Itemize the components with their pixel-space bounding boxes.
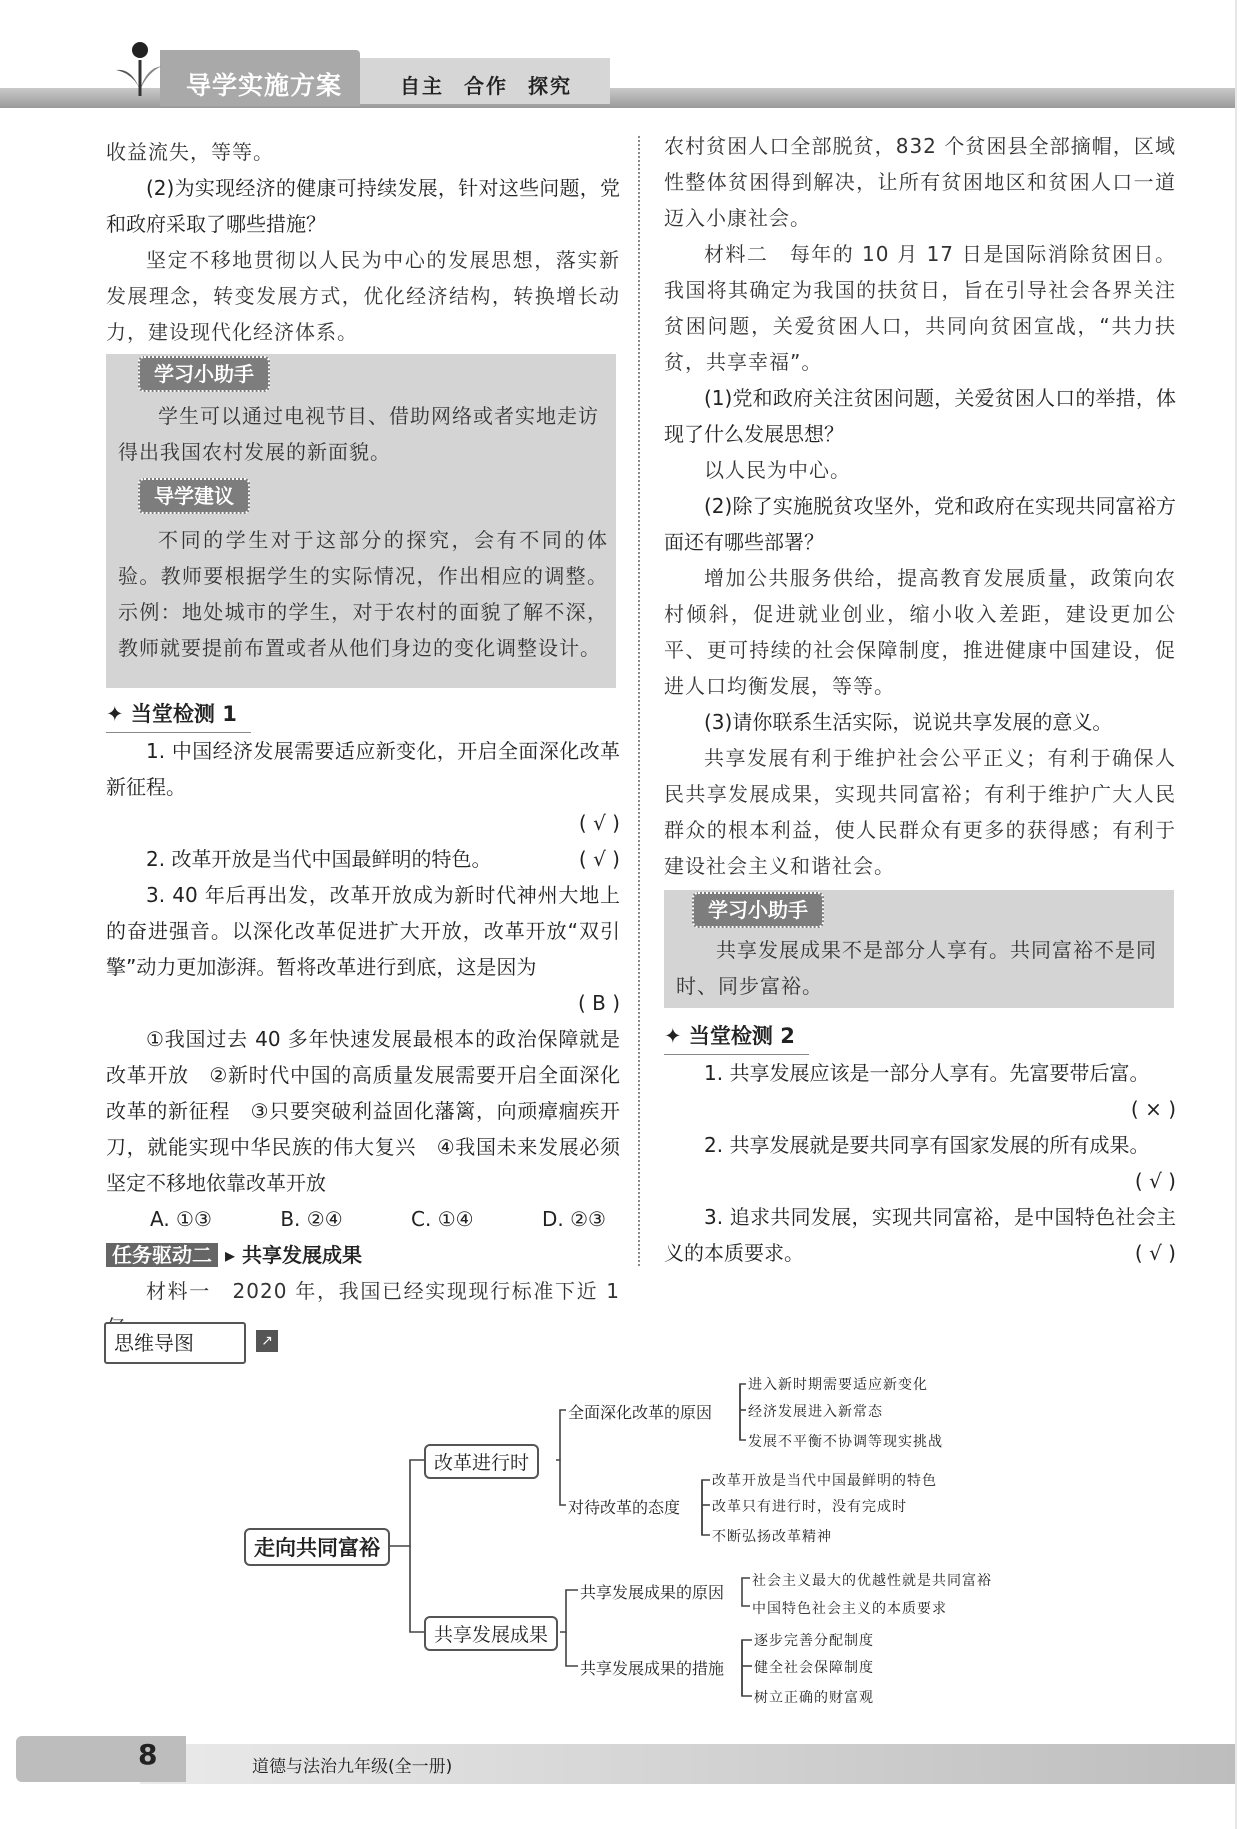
right-answer-2: 增加公共服务供给，提高教育发展质量，政策向农村倾斜，促进就业创业，缩小收入差距，建设更加公平、更可持续的社会保障制度，推进健康中国建设，促进人口均衡发展，等等。: [664, 566, 1176, 698]
mindmap-leaf: 社会主义最大的优越性就是共同富裕: [752, 1573, 992, 1589]
mindmap-title: 思维导图 ↗: [104, 1322, 246, 1364]
header-sub-1: 自主: [400, 74, 444, 98]
mindmap-leaf: 不断弘扬改革精神: [712, 1529, 832, 1545]
guide-title: 导学建议: [138, 478, 250, 514]
task-label: 任务驱动二: [106, 1243, 218, 1267]
task-title: 共享发展成果: [241, 1243, 362, 1267]
mindmap-root: 走向共同富裕: [244, 1528, 390, 1566]
page-number: 8: [138, 1738, 158, 1771]
check-1-title: ✦ 当堂检测 1: [106, 696, 251, 733]
mindmap-leaf: 中国特色社会主义的本质要求: [752, 1601, 947, 1617]
check-2-mark-3: ( √ ): [1134, 1241, 1176, 1265]
choice-a: A. ①③: [150, 1207, 212, 1231]
helper-text-right: 共享发展成果不是部分人享有。共同富裕不是同时、同步富裕。: [676, 938, 1157, 998]
helper-title-right: 学习小助手: [692, 892, 824, 928]
mindmap-b2-sub1: 共享发展成果的原因: [580, 1583, 725, 1602]
check-1-item-3: 3. 40 年后再出发，改革开放成为新时代神州大地上的奋进强音。以深化改革促进扩大开放，改革开放“双引擎”动力更加澎湃。暂将改革进行到底，这是因为: [106, 883, 620, 979]
check-2-item-2: 2. 共享发展就是要共同享有国家发展的所有成果。: [704, 1133, 1150, 1157]
left-question-2: (2)为实现经济的健康可持续发展，针对这些问题，党和政府采取了哪些措施？: [106, 176, 620, 236]
check-1-options: ①我国过去 40 多年快速发展最根本的政治保障就是改革开放 ②新时代中国的高质量发展需要开启全面深化改革的新征程 ③只要突破利益固化藩篱，向顽瘴痼疾开刀，就能实现中华民族的伟大复兴 ④我国未来发展必须坚定不移地依靠改革开放: [106, 1027, 620, 1195]
left-answer-tail: 收益流失，等等。: [106, 140, 274, 164]
material-1-cont: 农村贫困人口全部脱贫，832 个贫困县全部摘帽，区域性整体贫困得到解决，让所有贫困地区和贫困人口一道迈入小康社会。: [664, 134, 1176, 230]
right-answer-1: 以人民为中心。: [704, 458, 851, 482]
mindmap-branch-reform: 改革进行时: [424, 1444, 539, 1479]
check-2-mark-1: ( × ): [1130, 1097, 1176, 1121]
header-sub-2: 合作: [464, 74, 508, 98]
choice-d: D. ②③: [542, 1207, 606, 1231]
right-answer-3: 共享发展有利于维护社会公平正义；有利于确保人民共享发展成果，实现共同富裕；有利于维护广大人民群众的根本利益，使人民群众有更多的获得感；有利于建设社会主义和谐社会。: [664, 746, 1176, 878]
material-2: 材料二 每年的 10 月 17 日是国际消除贫困日。我国将其确定为我国的扶贫日，旨在引导社会各界关注贫困问题，关爱贫困人口，共同向贫困宣战，“共力扶贫，共享幸福”。: [664, 242, 1176, 374]
mindmap-leaf: 逐步完善分配制度: [754, 1633, 874, 1649]
arrow-icon: ↗: [256, 1330, 278, 1352]
guide-text: 不同的学生对于这部分的探究，会有不同的体验。教师要根据学生的实际情况，作出相应的调整。示例：地处城市的学生，对于农村的面貌了解不深，教师就要提前布置或者从他们身边的变化调整设计。: [118, 528, 608, 660]
check-2-mark-2: ( √ ): [1134, 1169, 1176, 1193]
mindmap-branch-share: 共享发展成果: [424, 1616, 558, 1651]
check-2-title: ✦ 当堂检测 2: [664, 1018, 809, 1055]
right-question-1: (1)党和政府关注贫困问题，关爱贫困人口的举措，体现了什么发展思想？: [664, 386, 1176, 446]
check-1-mark-1: ( √ ): [578, 811, 620, 835]
task-heading: 任务驱动二 ▸ 共享发展成果: [106, 1237, 620, 1273]
footer-tab: [16, 1736, 186, 1782]
material-1: 材料一 2020 年，我国已经实现现行标准下近 1: [146, 1279, 620, 1303]
check-2-item-1: 1. 共享发展应该是一部分人享有。先富要带后富。: [704, 1061, 1150, 1085]
choice-c: C. ①④: [411, 1207, 474, 1231]
helper-title-left: 学习小助手: [138, 356, 270, 392]
mindmap-b1-sub1: 全面深化改革的原因: [568, 1403, 713, 1422]
mindmap-leaf: 改革开放是当代中国最鲜明的特色: [712, 1473, 937, 1489]
mindmap-b1-sub2: 对待改革的态度: [568, 1498, 681, 1517]
helper-text-left: 学生可以通过电视节目、借助网络或者实地走访得出我国农村发展的新面貌。: [118, 404, 599, 464]
check-1-mark-3: ( B ): [577, 991, 620, 1015]
mindmap-b2-sub2: 共享发展成果的措施: [580, 1659, 725, 1678]
left-answer-2: 坚定不移地贯彻以人民为中心的发展思想，落实新发展理念，转变发展方式，优化经济结构，转换增长动力，建设现代化经济体系。: [106, 248, 620, 344]
check-1-mark-2: ( √ ): [578, 847, 620, 871]
choice-b: B. ②④: [280, 1207, 343, 1231]
check-1-item-1: 1. 中国经济发展需要适应新变化，开启全面深化改革新征程。: [106, 739, 620, 799]
mindmap-leaf: 经济发展进入新常态: [748, 1404, 883, 1420]
check-1-item-2: 2. 改革开放是当代中国最鲜明的特色。 ( √ ): [106, 841, 620, 877]
right-question-3: (3)请你联系生活实际，说说共享发展的意义。: [704, 710, 1113, 734]
header-title: 导学实施方案: [186, 71, 343, 100]
check-2-item-3: 3. 追求共同发展，实现共同富裕，是中国特色社会主义的本质要求。 ( √ ): [664, 1199, 1176, 1271]
header-sub-3: 探究: [528, 74, 572, 98]
book-title: 道德与法治九年级(全一册): [252, 1757, 453, 1777]
mindmap-leaf: 发展不平衡不协调等现实挑战: [748, 1434, 943, 1450]
mindmap-leaf: 树立正确的财富观: [754, 1690, 874, 1706]
mindmap-leaf: 改革只有进行时，没有完成时: [712, 1499, 907, 1515]
mindmap-leaf: 进入新时期需要适应新变化: [748, 1377, 928, 1393]
mindmap-leaf: 健全社会保障制度: [754, 1660, 874, 1676]
right-question-2: (2)除了实施脱贫攻坚外，党和政府在实现共同富裕方面还有哪些部署？: [664, 494, 1176, 554]
